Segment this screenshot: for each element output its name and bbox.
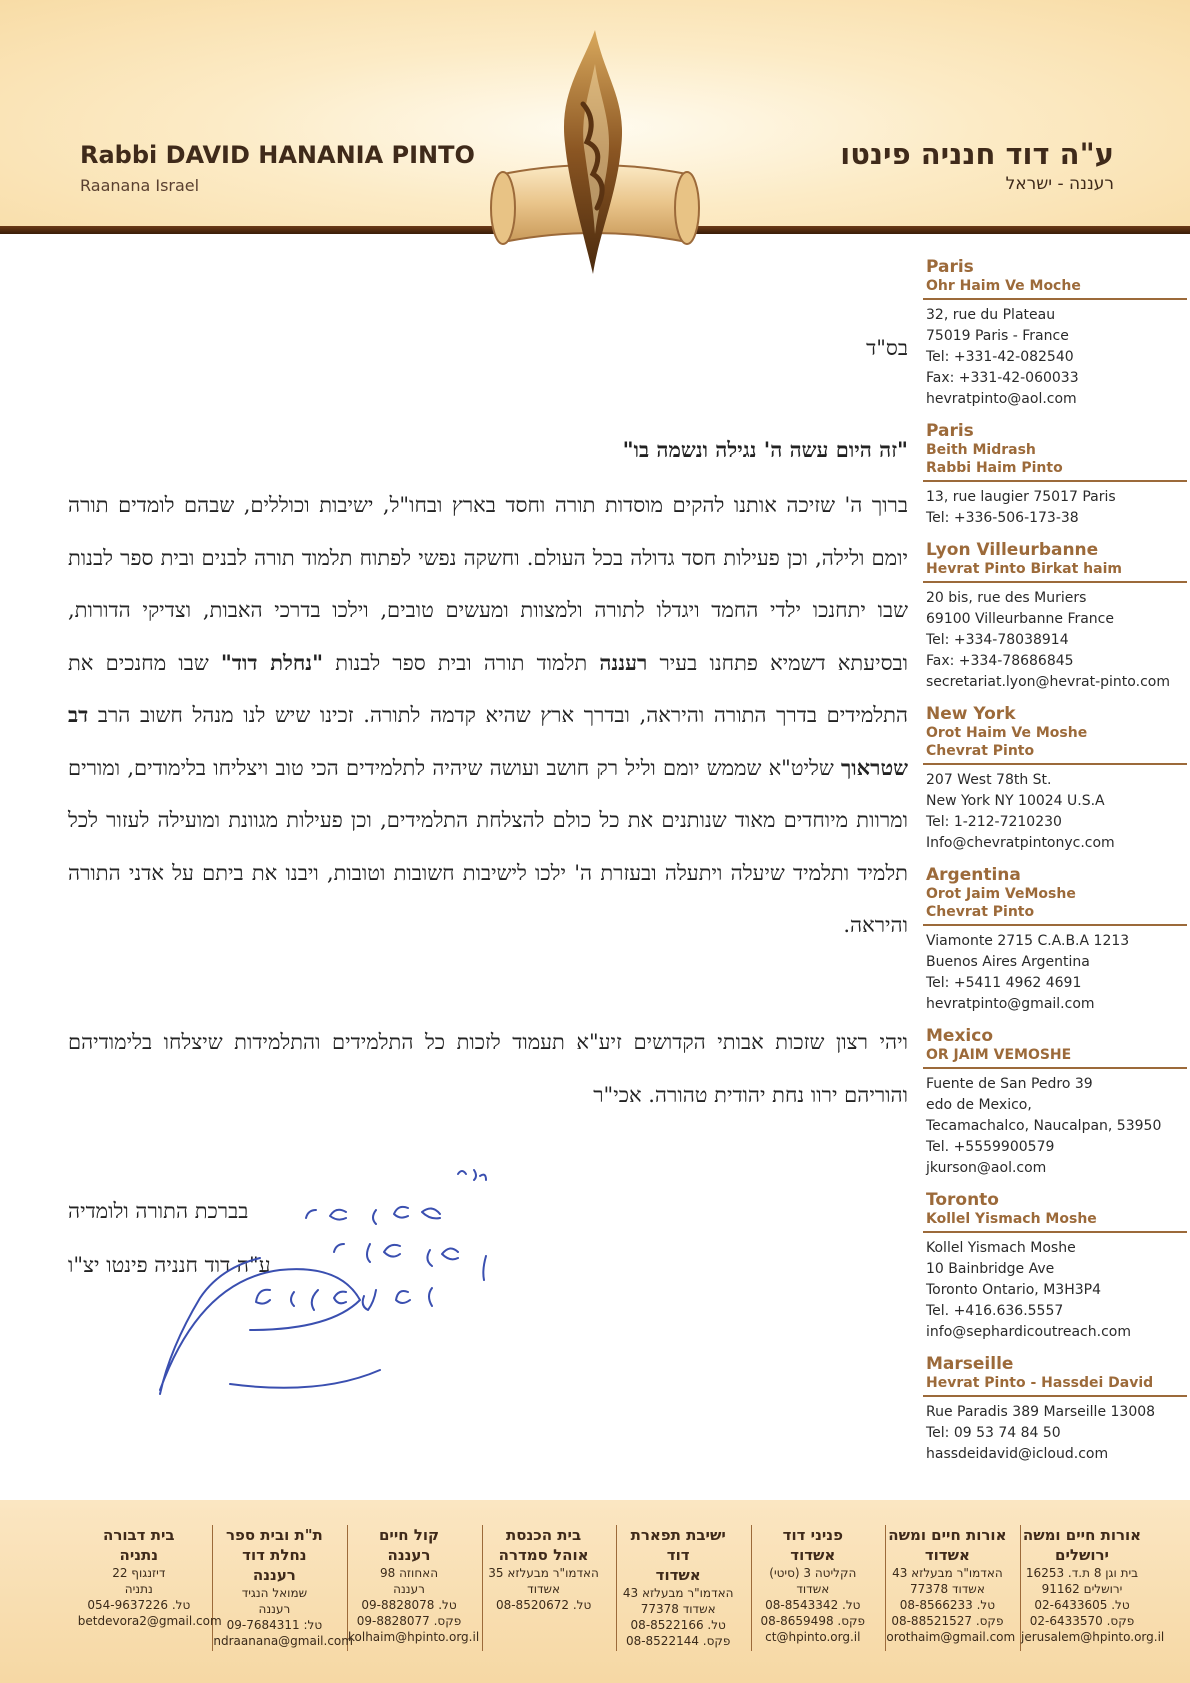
letter-heading: "זה היום עשה ה' נגילה ונשמה בו" [622,437,908,462]
branch-city: Marseille [926,1354,1014,1374]
institution-contact-line: טל: 09-7684311 [226,1618,323,1632]
branch-3 [926,705,1190,854]
footer-institution-5 [347,1525,480,1651]
branch-org-name: Kollel Yismach Moshe [926,1211,1097,1227]
branch-6 [926,1191,1190,1343]
institution-contact-line: שמואל הנגיד [241,1586,308,1600]
branch-divider [923,480,1187,482]
branch-email[interactable]: hevratpinto@gmail.com [926,996,1095,1012]
institution-contact-line: אשדוד 77378 [640,1602,716,1616]
branch-city: Mexico [926,1026,993,1046]
branch-email[interactable]: secretariat.lyon@hevrat-pinto.com [926,674,1170,690]
branch-address-line: 32, rue du Plateau [926,307,1056,323]
institution-contact-line: פקס. 08-8522144 [625,1634,731,1648]
institution-contact-line: רעננה [258,1602,291,1616]
institution-title: אשדוד [790,1546,836,1564]
rabbi-name-english: Rabbi DAVID HANANIA PINTO [80,141,475,169]
branch-address-line: Fax: +334-78686845 [926,653,1074,669]
handwritten-signature [140,1140,510,1410]
branch-address-line: Tel: +334-78038914 [926,632,1069,648]
footer-institution-1 [885,1525,1016,1651]
branch-0 [926,258,1190,410]
branch-org-name: Hevrat Pinto - Hassdei David [926,1375,1154,1391]
branch-divider [923,1067,1187,1069]
branch-address-line: 207 West 78th St. [926,772,1052,788]
footer-institution-2 [751,1525,874,1651]
branch-7 [926,1355,1190,1465]
institution-contact-line: טל. 08-8543342 [765,1598,861,1612]
institution-contact-line: האדמו"ר מבעלזא 35 [488,1566,599,1580]
institution-title: אשדוד [924,1546,970,1564]
institution-title: ישיבת תפארת דוד [630,1526,726,1564]
branch-divider [923,763,1187,765]
institution-contact-line: טל. 054-9637226 [87,1598,191,1612]
institution-email[interactable]: betdevora2@gmail.com [77,1614,222,1628]
footer-institution-7 [77,1525,222,1651]
branch-5 [926,1027,1190,1179]
institution-contact-line: טל. 08-8522166 [630,1618,726,1632]
branch-address-line: Buenos Aires Argentina [926,954,1090,970]
footer-institution-4 [482,1525,605,1651]
bsd-heading: בס"ד [866,336,908,360]
institution-email[interactable]: ndraanana@gmail.com [213,1634,353,1648]
branch-email[interactable]: Info@chevratpintonyc.com [926,835,1115,851]
branch-address-line: Tel. +5559900579 [926,1139,1055,1155]
branch-address-line: 69100 Villeurbanne France [926,611,1114,627]
branch-1 [926,422,1190,529]
branch-address-line: 13, rue laugier 75017 Paris [926,489,1116,505]
institution-email[interactable]: kolhaim@hpinto.org.il [348,1630,480,1644]
institution-contact-line: אשדוד [796,1582,830,1596]
branch-address-line: edo de Mexico, [926,1097,1032,1113]
flame-scroll-logo [485,24,705,296]
institution-title: ירושלים [1055,1546,1109,1564]
institution-contact-line: טל. 02-6433605 [1034,1598,1130,1612]
institution-email[interactable]: jerusalem@hpinto.org.il [1021,1630,1165,1644]
branch-address-line: Tel: 09 53 74 84 50 [926,1425,1061,1441]
institution-contact-line: נתניה [124,1582,153,1596]
branch-city: Lyon Villeurbanne [926,540,1099,560]
institution-contact-line: אשדוד 77378 [909,1582,985,1596]
branch-address-line: Tel. +416.636.5557 [926,1303,1064,1319]
branch-2 [926,541,1190,693]
branch-org-name: Orot Haim Ve Moshe [926,725,1088,741]
branch-address-line: 20 bis, rue des Muriers [926,590,1087,606]
letter-blessing-paragraph: ויהי רצון שזכות אבותי הקדושים זיע"א תעמוד לזכות כל התלמידים והתלמידות שיצלחו בלימודיהם והוריהם ירוו נחת יהודית טהורה. אכי"ר [68,1030,908,1107]
branch-address-line: 10 Bainbridge Ave [926,1261,1055,1277]
institution-contact-line: אשדוד [527,1582,561,1596]
institution-title: בית הכנסת [506,1526,582,1544]
institution-contact-line: ירושלים 91162 [1041,1582,1123,1596]
location-english: Raanana Israel [80,176,200,195]
branch-org-name: Orot Jaim VeMoshe [926,886,1076,902]
branch-address-line: Tel: +336-506-173-38 [926,510,1079,526]
branch-org-name: OR JAIM VEMOSHE [926,1047,1072,1063]
branch-city: New York [926,704,1016,724]
branch-divider [923,1395,1187,1397]
institution-title: בית דבורה [103,1526,175,1544]
institution-title: רעננה [387,1546,431,1564]
branch-divider [923,924,1187,926]
institution-title: ת"ת ובית ספר [225,1526,323,1544]
branch-address-line: Fax: +331-42-060033 [926,370,1079,386]
branch-address-line: Toronto Ontario, M3H3P4 [926,1282,1101,1298]
branch-org-name: Hevrat Pinto Birkat haim [926,561,1122,577]
institution-contact-line: פקס. 08-8659498 [760,1614,866,1628]
institution-contact-line: רעננה [393,1582,425,1596]
institution-contact-line: טל. 08-8520672 [495,1598,592,1612]
institution-contact-line: האדמו"ר מבעלזא 43 [622,1586,734,1600]
institution-contact-line: פקס. 08-88521527 [891,1614,1004,1628]
institution-contact-line: האחוזה 98 [379,1566,439,1580]
institution-contact-line: פקס. 02-6433570 [1029,1614,1135,1628]
bold-principal-name: דב שטראוך [68,702,908,780]
institution-contact-line: בית וגן 8 ת.ד. 16253 [1025,1566,1139,1580]
branch-address-line: Tel: +5411 4962 4691 [926,975,1082,991]
branch-org-name: Ohr Haim Ve Moche [926,278,1081,294]
institution-email[interactable]: orothaim@gmail.com [886,1630,1016,1644]
institution-title: רעננה [252,1566,296,1584]
branch-address-line: Rue Paradis 389 Marseille 13008 [926,1404,1156,1420]
letter-paragraph: ברוך ה' שזיכה אותנו להקים מוסדות תורה וחסד בארץ ובחו"ל, ישיבות וכוללים, שבהם לומדים תורה יומם ולילה, וכן פעילות חסד גדולה בכל העולם. וחשקה נפשי לפתוח תלמוד תורה לבנים ובית ספר לבנות שבו יתחנכו ילדי החמד ויגדלו לתורה ולמצוות ומעשים טובים, וילכו בדרכי האבות, וצדיקי הדורות, ובסיעתא דשמיא פתחנו בעיר רעננה תלמוד תורה ובית ספר לבנות "נחלת דוד" שבו מחנכים את התלמידים בדרך התורה והיראה, ובדרך ארץ שהיא קדמה לתורה. זכינו שיש לנו מנהל חשוב הרב דב שטראוך שליט"א שממש יומם וליל רק חושב ועושה שיהיה לתלמידים הכי טוב ויצליחו בלימודים, ומורים ומרוות מיוחדים מאוד שנותנים את כל כולם להצלחת התלמידים, וכן פעילות מגוונת ומועילה לעזור לכל תלמיד ותלמיד שיעלה ויתעלה ובעזרת ה' ילכו לישיבות חשובות וטובות, ויבנו את ביתם על אדני התורה והיראה. [68,493,909,937]
branch-address-line: Tel: +331-42-082540 [926,349,1074,365]
branch-org-name: Rabbi Haim Pinto [926,460,1063,476]
institution-contact-line: טל. 08-8566233 [899,1598,996,1612]
branch-address-line: 75019 Paris - France [926,328,1069,344]
branch-email[interactable]: jkurson@aol.com [926,1160,1047,1176]
institution-title: נחלת דוד [242,1546,307,1564]
branch-email[interactable]: info@sephardicoutreach.com [926,1324,1131,1340]
branch-address-line: Tecamachalco, Naucalpan, 53950 [926,1118,1162,1134]
rabbi-name-hebrew: ע"ה דוד חנניה פינטו [840,137,1114,171]
branch-email[interactable]: hevratpinto@aol.com [926,391,1077,407]
institution-title: פניני דוד [782,1526,843,1544]
institution-title: אשדוד [655,1566,701,1584]
branch-city: Paris [926,257,974,277]
institution-contact-line: טל. 09-8828078 [361,1598,457,1612]
closing-line: בברכת התורה ולומדיה [68,1199,249,1223]
institution-contact-line: האדמו"ר מבעלזא 43 [892,1566,1003,1580]
location-hebrew: רעננה - ישראל [1005,174,1114,194]
branch-address-line: Viamonte 2715 C.A.B.A 1213 [926,933,1130,949]
footer-institution-3 [616,1525,739,1651]
signature-name: ע"ה דוד חנניה פינטו יצ"ו [68,1253,271,1277]
institution-title: אורות חיים ומשה [1022,1526,1142,1544]
branch-sidebar [926,258,1190,1477]
branch-address-line: Tel: 1-212-7210230 [926,814,1062,830]
branch-address-line: Fuente de San Pedro 39 [926,1076,1093,1092]
branch-divider [923,1231,1187,1233]
bold-nachalat-david: "נחלת דוד" [220,649,324,675]
institution-contact-line: הקליטה 3 (סיטי) [769,1566,857,1580]
branch-org-name: Beith Midrash [926,442,1036,458]
footer-institution-6 [212,1525,353,1651]
branch-city: Paris [926,421,974,441]
branch-divider [923,298,1187,300]
institution-contact-line: דיזנגוף 22 [112,1566,166,1580]
institution-title: אוהל סמדרה [498,1546,589,1564]
institution-contact-line: פקס. 09-8828077 [356,1614,462,1628]
branch-address-line: New York NY 10024 U.S.A [926,793,1105,809]
institution-title: נתניה [119,1546,159,1564]
branch-org-name: Chevrat Pinto [926,743,1035,759]
branch-address-line: Kollel Yismach Moshe [926,1240,1076,1256]
branch-email[interactable]: hassdeidavid@icloud.com [926,1446,1109,1462]
branch-divider [923,581,1187,583]
branch-4 [926,866,1190,1015]
footer-institution-0 [1020,1525,1165,1651]
institution-email[interactable]: ct@hpinto.org.il [765,1630,861,1644]
branch-city: Toronto [926,1190,999,1210]
institution-title: אורות חיים ומשה [888,1526,1007,1544]
branch-city: Argentina [926,865,1021,885]
branch-org-name: Chevrat Pinto [926,904,1035,920]
institution-title: קול חיים [378,1526,440,1544]
bold-raanana: רעננה [599,649,648,675]
